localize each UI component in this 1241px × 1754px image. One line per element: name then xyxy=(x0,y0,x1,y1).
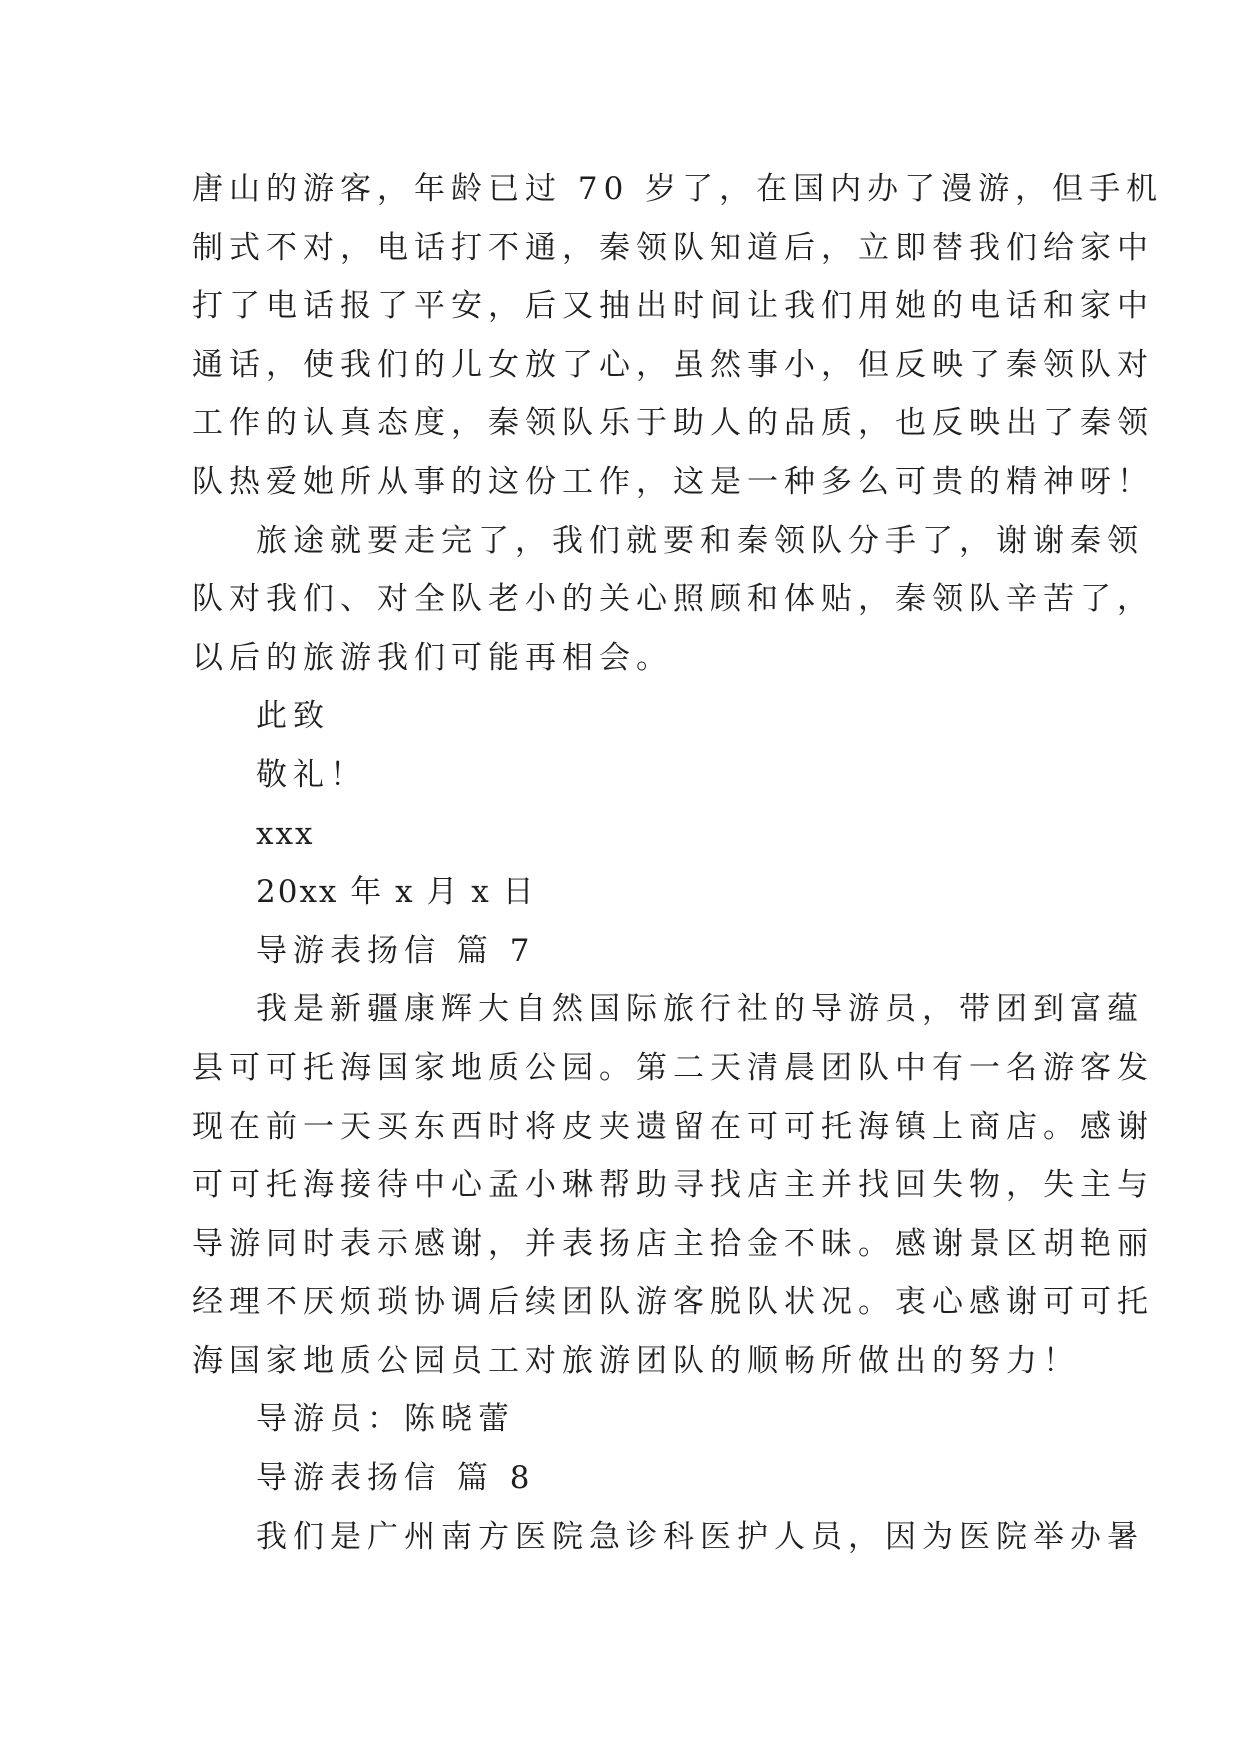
paragraph-line: 海国家地质公园员工对旅游团队的顺畅所做出的努力！ xyxy=(192,1342,1080,1379)
paragraph-line: 通话，使我们的儿女放了心，虽然事小，但反映了秦领队对 xyxy=(192,346,1154,383)
signature-date: 20xx 年 x 月 x 日 xyxy=(256,874,536,911)
paragraph-line: 工作的认真态度，秦领队乐于助人的品质，也反映出了秦领 xyxy=(192,405,1154,442)
paragraph-line: 我们是广州南方医院急诊科医护人员，因为医院举办暑 xyxy=(256,1518,1144,1555)
closing-salutation: 此致 xyxy=(256,698,330,735)
paragraph-line: 旅途就要走完了，我们就要和秦领队分手了，谢谢秦领 xyxy=(256,522,1144,559)
paragraph-line: 可可托海接待中心孟小琳帮助寻找店主并找回失物，失主与 xyxy=(192,1167,1154,1204)
closing-regards: 敬礼！ xyxy=(256,756,367,793)
paragraph-line: 队对我们、对全队老小的关心照顾和体贴，秦领队辛苦了， xyxy=(192,581,1154,618)
signature-name: xxx xyxy=(256,815,315,852)
paragraph-line: 制式不对，电话打不通，秦领队知道后，立即替我们给家中 xyxy=(192,229,1154,266)
section-heading: 导游表扬信 篇 8 xyxy=(256,1460,536,1497)
paragraph-line: 导游同时表示感谢，并表扬店主拾金不昧。感谢景区胡艳丽 xyxy=(192,1225,1154,1262)
guide-signature: 导游员：陈晓蕾 xyxy=(256,1401,515,1438)
paragraph-line: 打了电话报了平安，后又抽出时间让我们用她的电话和家中 xyxy=(192,288,1154,325)
paragraph-line: 经理不厌烦琐协调后续团队游客脱队状况。衷心感谢可可托 xyxy=(192,1284,1154,1321)
document-body xyxy=(192,160,1164,1566)
paragraph-line: 我是新疆康辉大自然国际旅行社的导游员，带团到富蕴 xyxy=(256,991,1144,1028)
paragraph-line: 队热爱她所从事的这份工作，这是一种多么可贵的精神呀！ xyxy=(192,463,1154,500)
paragraph-line: 唐山的游客，年龄已过 70 岁了，在国内办了漫游，但手机 xyxy=(192,171,1164,207)
paragraph-line: 县可可托海国家地质公园。第二天清晨团队中有一名游客发 xyxy=(192,1049,1154,1086)
section-heading: 导游表扬信 篇 7 xyxy=(256,932,536,969)
paragraph-line: 以后的旅游我们可能再相会。 xyxy=(192,639,673,676)
paragraph-line: 现在前一天买东西时将皮夹遗留在可可托海镇上商店。感谢 xyxy=(192,1108,1154,1145)
